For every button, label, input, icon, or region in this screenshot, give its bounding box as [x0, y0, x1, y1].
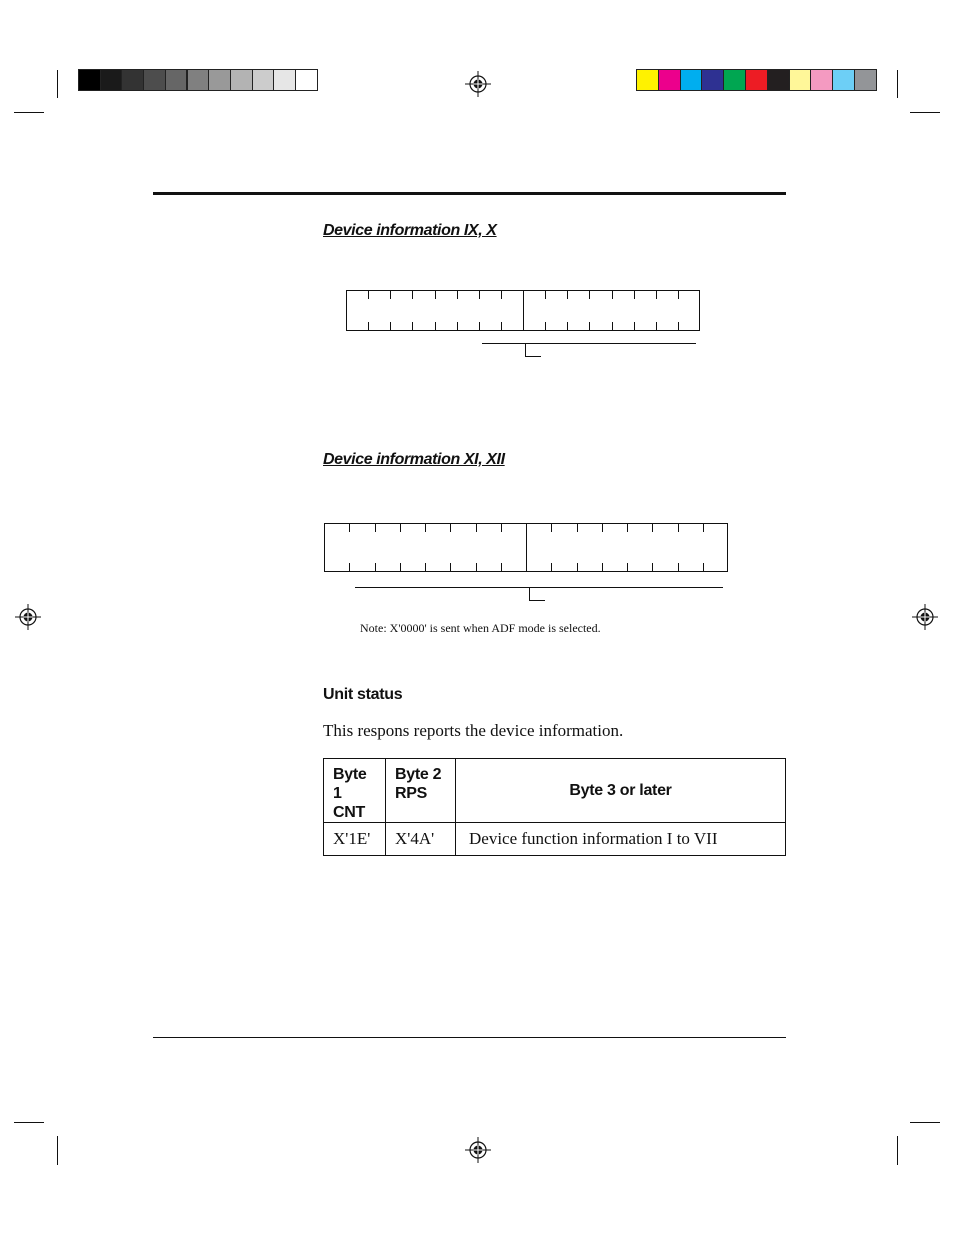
bit-tick [390, 290, 391, 299]
section-title-xi-xii: Device information XI, XII [323, 451, 505, 468]
bit-tick [678, 563, 679, 572]
bit-tick [501, 523, 502, 532]
bit-tick [545, 290, 546, 299]
bit-tick [567, 290, 568, 299]
bit-tick [400, 523, 401, 532]
bit-tick [368, 290, 369, 299]
bit-tick [412, 290, 413, 299]
bit-tick [551, 523, 552, 532]
bit-tick [612, 290, 613, 299]
adf-mode-note: Note: X'0000' is sent when ADF mode is selected. [360, 621, 601, 635]
byte-divider [526, 523, 527, 572]
crop-mark-top-right-horizontal [910, 112, 940, 113]
crop-mark-bottom-left-vertical [57, 1136, 58, 1165]
color-swatch [658, 69, 681, 91]
table-row [324, 823, 786, 856]
bit-tick [412, 322, 413, 331]
bit-tick [390, 322, 391, 331]
bit-tick [400, 563, 401, 572]
bracket-hook [525, 356, 541, 357]
bit-tick [589, 322, 590, 331]
bit-tick [425, 563, 426, 572]
gray-swatch [143, 69, 166, 91]
bit-tick [425, 523, 426, 532]
bit-tick [612, 322, 613, 331]
gray-swatch [187, 69, 210, 91]
gray-swatch [208, 69, 231, 91]
bit-tick [703, 523, 704, 532]
color-swatch [832, 69, 855, 91]
header-sublabel: RPS [395, 785, 427, 802]
bit-tick [450, 563, 451, 572]
bracket-hook [525, 343, 526, 356]
header-rule [153, 192, 786, 195]
bracket-hook [529, 587, 530, 600]
color-swatch [636, 69, 659, 91]
bit-tick [602, 563, 603, 572]
bit-tick [501, 322, 502, 331]
range-bracket [482, 343, 696, 344]
color-swatch [701, 69, 724, 91]
registration-mark-icon [465, 1137, 491, 1163]
bit-tick [678, 290, 679, 299]
gray-swatch [230, 69, 253, 91]
table-cell: X'1E' [324, 823, 386, 856]
table-cell: Device function information I to VII [456, 823, 786, 856]
bit-tick [476, 523, 477, 532]
crop-mark-bottom-right-vertical [897, 1136, 898, 1165]
crop-mark-top-left-horizontal [14, 112, 44, 113]
bit-tick [457, 322, 458, 331]
crop-mark-top-left-vertical [57, 70, 58, 98]
color-swatch [854, 69, 877, 91]
table-header-byte2 [386, 759, 456, 823]
bit-tick [375, 563, 376, 572]
color-swatch [680, 69, 703, 91]
bit-tick [577, 523, 578, 532]
bit-tick [479, 322, 480, 331]
bit-tick [479, 290, 480, 299]
unit-status-table [323, 758, 786, 856]
bit-tick [435, 290, 436, 299]
bit-tick [577, 563, 578, 572]
registration-mark-icon [465, 71, 491, 97]
header-label: Byte 2 [395, 766, 442, 783]
bit-tick [634, 322, 635, 331]
crop-mark-bottom-right-horizontal [910, 1122, 940, 1123]
bit-tick [501, 563, 502, 572]
table-header-row [324, 759, 786, 823]
bit-tick [551, 563, 552, 572]
unit-status-description: This respons reports the device information. [323, 721, 624, 740]
bit-tick [652, 563, 653, 572]
byte-divider [523, 290, 524, 331]
table-cell: X'4A' [386, 823, 456, 856]
bit-tick [678, 322, 679, 331]
header-sublabel: CNT [333, 804, 365, 821]
gray-swatch [252, 69, 275, 91]
range-bracket [355, 587, 723, 588]
bit-tick [349, 523, 350, 532]
footer-rule [153, 1037, 786, 1038]
bit-tick [589, 290, 590, 299]
color-swatch [723, 69, 746, 91]
bit-tick [375, 523, 376, 532]
table-header-byte1 [324, 759, 386, 823]
gray-swatch [78, 69, 101, 91]
bracket-hook [529, 600, 545, 601]
section-title-ix-x: Device information IX, X [323, 222, 497, 239]
registration-mark-icon [15, 604, 41, 630]
bit-tick [678, 523, 679, 532]
bit-tick [567, 322, 568, 331]
gray-swatch [165, 69, 188, 91]
crop-mark-top-right-vertical [897, 70, 898, 98]
gray-swatch [100, 69, 123, 91]
bit-tick [501, 290, 502, 299]
bit-tick [627, 523, 628, 532]
gray-swatch [295, 69, 318, 91]
bit-tick [652, 523, 653, 532]
bit-tick [627, 563, 628, 572]
bit-tick [545, 322, 546, 331]
bit-tick [476, 563, 477, 572]
color-swatch [810, 69, 833, 91]
gray-swatch [121, 69, 144, 91]
color-swatch [767, 69, 790, 91]
bit-tick [602, 523, 603, 532]
bit-tick [457, 290, 458, 299]
table-header-byte3: Byte 3 or later [456, 759, 786, 823]
bit-tick [656, 322, 657, 331]
bit-tick [656, 290, 657, 299]
bit-tick [634, 290, 635, 299]
bit-tick [349, 563, 350, 572]
bit-tick [703, 563, 704, 572]
color-swatch [745, 69, 768, 91]
gray-swatch [273, 69, 296, 91]
color-swatch [789, 69, 812, 91]
registration-mark-icon [912, 604, 938, 630]
unit-status-heading: Unit status [323, 686, 403, 703]
bit-tick [435, 322, 436, 331]
header-label: Byte 1 [333, 766, 367, 802]
crop-mark-bottom-left-horizontal [14, 1122, 44, 1123]
bit-tick [450, 523, 451, 532]
bit-tick [368, 322, 369, 331]
